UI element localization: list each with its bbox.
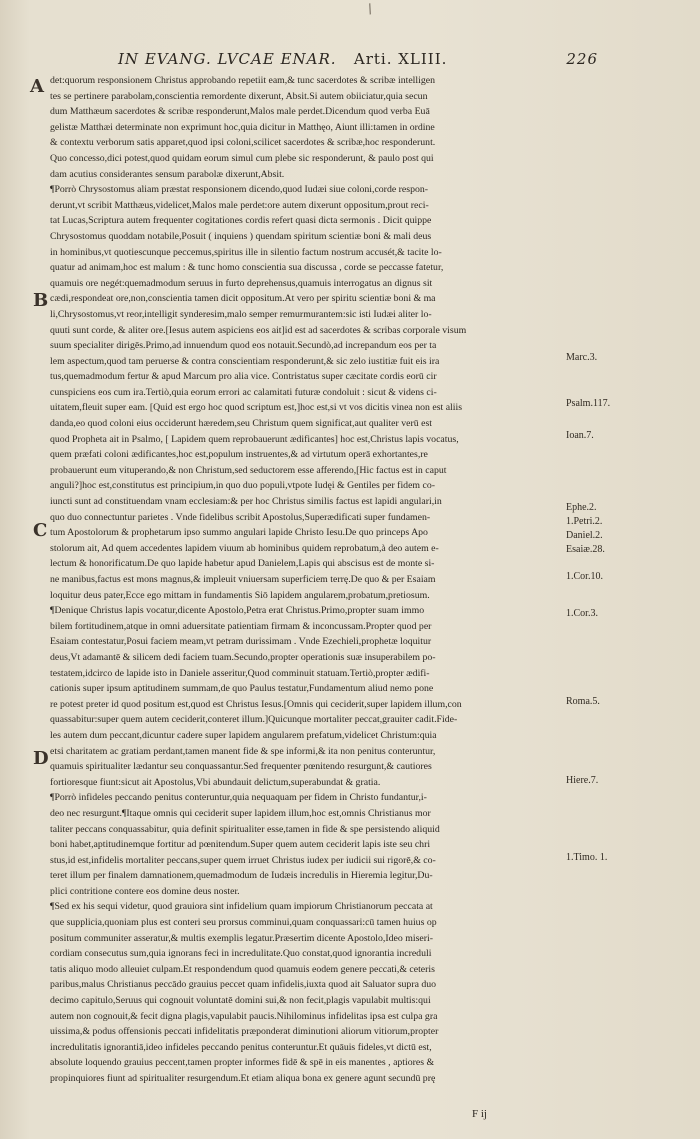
text-line: absolute loquendo grauius peccent,tamen propter informes fidē & spē in eis manentes , aptiores & (50, 1057, 435, 1069)
text-line: bilem fortitudinem,atque in omni aduersitate patientiam firmam & inconcussam.Propter quod per (50, 620, 432, 632)
section-letter-d: D (33, 748, 49, 769)
article-number: Arti. XLIII. (353, 50, 448, 68)
text-line: uissima,& podus offensionis peccati infidelitatis præponderat diminutioni aliorum vitiorum,propter (50, 1026, 439, 1038)
text-line: tat Lucas,Scriptura autem frequenter cogitationes cordis refert quasi dicta sermonis . Dicit quippe (50, 215, 432, 227)
text-line: tatis aliquo modo alleuiet culpam.Et respondendum quod quamuis eodem genere peccati,& ceteris (50, 963, 435, 975)
section-letter-b: B (33, 290, 49, 311)
text-line: tum Apostolorum & prophetarum ipso summo angulari lapide Christo Iesu.De quo princeps Apo (50, 527, 428, 539)
margin-note-ephe: Ephe.2. (566, 502, 597, 513)
text-line: tus,quemadmodum fertur & apud Marcum pro alia vice. Contristatus super cæcitate cordis eorū cir (50, 371, 437, 383)
margin-note-esaiae: Esaiæ.28. (566, 544, 605, 555)
text-line: dum Matthæum sacerdotes & scribæ responderunt,Malos male perdet.Dicendum quod verba Euā (50, 106, 430, 118)
running-title: IN EVANG. LVCAE ENAR. (118, 50, 337, 68)
text-line: plici contritione contere eos domine deus noster. (50, 885, 240, 897)
text-line: & contextu verborum satis apparet,quod ipsi coloni,scilicet sacerdotes & scribæ,hoc responderunt. (50, 137, 436, 149)
text-line: etsi charitatem ac gratiam perdant,tamen manent fide & spe informi,& ita non penitus conteruntur, (50, 745, 436, 757)
text-line: teret illum per finalem damnationem,quemadmodum de Iudæis incredulis in Hieremia legitur,Du- (50, 870, 433, 882)
text-line: cunspiciens eos cum ira.Tertiò,quia eorum errori ac calamitati futuræ condoluit : sicut & videns ci- (50, 386, 437, 398)
text-line: ne manibus,factus est mons magnus,& impleuit vniuersam superficiem terrę.De quo & per Esaiam (50, 574, 436, 585)
text-line: stolorum ait, Ad quem accedentes lapidem viuum ab hominibus quidem reprobatum,à deo autem e- (50, 542, 439, 554)
text-line: uitatem,fleuit super eam. [Quid est ergo hoc quod scriptum est,]hoc est,si vt vos dicitis vinea non est aliis (50, 402, 463, 414)
margin-note-hiere: Hiere.7. (566, 775, 599, 786)
commentary-text (50, 73, 570, 1087)
text-line: deus,Vt adamantē & silicem dedi faciem tuam.Secundo,propter operationis suæ insuperabilem po- (50, 651, 436, 663)
text-line: dam acutius considerantes sensum parabolæ dixerunt,Absit. (50, 168, 285, 180)
text-line: det:quorum responsionem Christus approbando repetiit eam,& tunc sacerdotes & scribæ intelligen (50, 75, 435, 86)
text-line: paribus,malus Christianus peccādo grauius peccet quam infidelis,iuxta quod ait Saluator supra duo (50, 979, 437, 991)
section-letter-a: A (30, 76, 44, 97)
text-line: decimo capitulo,Seruus qui cognouit voluntatē domini sui,& non fecit,plagis vapulabit multis:qui (50, 995, 431, 1007)
text-line: quem præfati coloni ædificantes,hoc est,populum instruentes,& ad virtutum operā exhortantes,re (50, 449, 428, 461)
text-line: li,Chrysostomus,vt reor,intelligit synderesim,malo semper remurmurantem:sic isti Iudæi aliter lo- (50, 308, 432, 320)
text-line: Esaiam contestatur,Posui faciem meam,vt petram durissimam . Vnde Ezechieli,prophetæ loquitur (50, 636, 432, 648)
margin-note-daniel: Daniel.2. (566, 530, 603, 541)
text-line: loquitur deus pater,Ecce ego mittam in fundamentis Siō lapidem angularem,probatum,pretiosum. (50, 589, 430, 601)
text-line: quo duo connectuntur parietes . Vnde fidelibus scribit Apostolus,Superædificati super fundamen- (50, 511, 431, 523)
text-line: deo nec resurgunt.¶Itaque omnis qui ceciderit super lapidem illum,hoc est,omnis Christianus mor (50, 807, 431, 819)
pen-mark: / (365, 1, 375, 18)
text-line: stus,id est,infidelis mortaliter peccans,super quem irruet Christus iudex per iudicii sui rigorē,& co- (50, 854, 436, 866)
text-line: testatem,idcirco de lapide isto in Daniele asseritur,Quod comminuit statuam.Tertiò,propter ædifi- (50, 667, 430, 679)
margin-note-timo: 1.Timo. 1. (566, 852, 608, 863)
text-line: cordiam consecutus sum,quia ignorans feci in incredulitate.Quo constat,quod ignorantia increduli (50, 948, 432, 960)
text-line: autem non cognouit,& fecit digna plagis,vapulabit paucis.Nihilominus infidelitas ipsa est culpa gra (50, 1010, 438, 1022)
text-line: gelistæ Matthæi determinate non exprimunt hoc,quia dicitur in Matthęo, Aiunt illi:tamen in ordine (50, 121, 435, 133)
text-line: que supplicia,quoniam plus est conteri seu prorsus comminui,quam conquassari:cū tamen huius op (50, 917, 437, 929)
text-line: lectum & honorificatum.De quo lapide habetur apud Danielem,Lapis qui abscisus est de monte si- (50, 558, 435, 570)
text-line: propinquiores fiunt ad spiritualiter resurgendum.Et etiam aliqua bona ex genere agunt secundū prę (50, 1073, 436, 1084)
margin-note-psalm: Psalm.117. (566, 398, 611, 409)
text-line: tes se pertinere parabolam,conscientia remordente dixerunt, Absit.Si autem obiiciatur,quia secun (50, 90, 428, 102)
text-line: anguli?]hoc est,constitutus est principium,in quo duo populi,vtpote Iudęi & Gentiles per fidem co- (50, 480, 435, 492)
text-line: quamuis ore negét:quemadmodum seruus in furto deprehensus,quamuis interrogatus an dignus sit (50, 277, 433, 289)
text-line: derunt,vt scribit Matthæus,videlicet,Malos male perdet:ore autem dixerunt oppositum,prout reci- (50, 199, 429, 211)
text-line: incredulitatis ignorantiā,ideo infideles peccando penitus conteruntur.Et quāuis fideles,vt dictū est, (50, 1041, 432, 1053)
text-line: lem aspectum,quod tam peruerse & contra conscientiam responderunt,& sic zelo iustitiæ fuit eis ira (50, 355, 440, 367)
text-line: boni habet,aptitudinemque fortitur ad pœnitendum.Super quem autem ceciderit lapis iste seu chri (50, 839, 431, 851)
text-line: quatur ad animam,hoc est malum : & tunc homo conscientia sua discussa , corde se peccasse fatetur, (50, 262, 444, 274)
margin-note-cor3: 1.Cor.3. (566, 608, 598, 619)
text-line: fortioresque fiunt:sicut ait Apostolus,Vbi abundauit delictum,superabundat & gratia. (50, 776, 381, 788)
text-line: iuncti sunt ad constituendam vnam ecclesiam:& per hoc Christus similis factus est lapidi angulari,in (50, 496, 442, 508)
signature-mark: F ij (472, 1108, 487, 1120)
text-line: danda,eo quod coloni eius occiderunt hæredem,seu Christum quem significat,aut qualiter verū est (50, 418, 432, 430)
text-line: taliter peccans conquassabitur, quia definit spiritualiter esse,tamen in fide & spe persistendo aliquid (50, 823, 440, 835)
folio-number: 226 (566, 50, 598, 68)
text-line: probauerunt eum vituperando,& non Christum,sed seductorem esse afferendo,[Hic factus est in caput (50, 464, 447, 476)
text-line: cationis super ipsum aptitudinem summam,de quo Paulus testatur,Fundamentum aliud nemo pone (50, 683, 434, 695)
margin-note-marc: Marc.3. (566, 352, 598, 363)
text-line: positum communiter asseratur,& multis exemplis legatur.Præsertim dicente Apostolo,Ideo miseri- (50, 932, 433, 944)
text-line: Quo concesso,dici potest,quod quidam eorum simul cum plebe sic responderunt, & paulo post qui (50, 152, 434, 164)
margin-note-cor10: 1.Cor.10. (566, 571, 603, 582)
margin-note-ioan: Ioan.7. (566, 430, 594, 441)
text-line: quamuis spiritualiter lædantur seu conquassantur.Sed frequenter pœnitendo resurgunt,& cautiores (50, 761, 432, 773)
text-line: cædi,respondeat ore,non,conscientia tamen dicit oppositum.At vero per spiritu scientiæ boni & ma (50, 293, 436, 305)
text-line: les autem dum peccant,dicuntur cadere super lapidem angularem prefatum,videlicet Christum:quia (50, 729, 437, 741)
text-line: ¶Porrò infideles peccando penitus conteruntur,quia nequaquam per fidem in Christo fundantur,i- (50, 792, 427, 804)
text-line: re potest preter id quod positum est,quod est Christus Iesus.[Omnis qui ceciderit,super lapidem illum,con (50, 698, 462, 710)
text-line: quuti sunt corde, & aliter ore.[Iesus autem aspiciens eos ait]id est ad sacerdotes & scribas corporale visum (50, 324, 467, 336)
margin-note-petri: 1.Petri.2. (566, 516, 603, 527)
text-line: quod Propheta ait in Psalmo, [ Lapidem quem reprobauerunt ædificantes] hoc est,Christus lapis vocatus, (50, 433, 459, 445)
section-letter-c: C (33, 520, 48, 541)
text-line: ¶Porrò Chrysostomus aliam præstat responsionem dicendo,quod Iudæi siue coloni,corde respon- (50, 184, 429, 196)
running-head (118, 50, 598, 68)
text-line: in hominibus,vt quotiescunque peccemus,spiritus ille in silentio factum nostrum accusét,& tacite lo- (50, 246, 442, 258)
text-line: ¶Sed ex his sequi videtur, quod grauiora sint infidelium quam impiorum Christianorum peccata at (50, 901, 433, 913)
margin-note-roma: Roma.5. (566, 696, 600, 707)
text-line: ¶Denique Christus lapis vocatur,dicente Apostolo,Petra erat Christus.Primo,propter suam immo (50, 605, 425, 617)
text-line: quassabitur:super quem autem ceciderit,conteret illum.]Quicunque mortaliter peccat,grauiter cadit.Fide- (50, 714, 458, 726)
text-line: Chrysostomus quoddam notabile,Posuit ( inquiens ) quendam spiritum scientiæ boni & mali deus (50, 230, 432, 242)
text-line: suum specialiter dirigēs.Primo,ad innuendum quod eos notauit.Secundò,ad increpandum eos per ta (50, 340, 437, 352)
